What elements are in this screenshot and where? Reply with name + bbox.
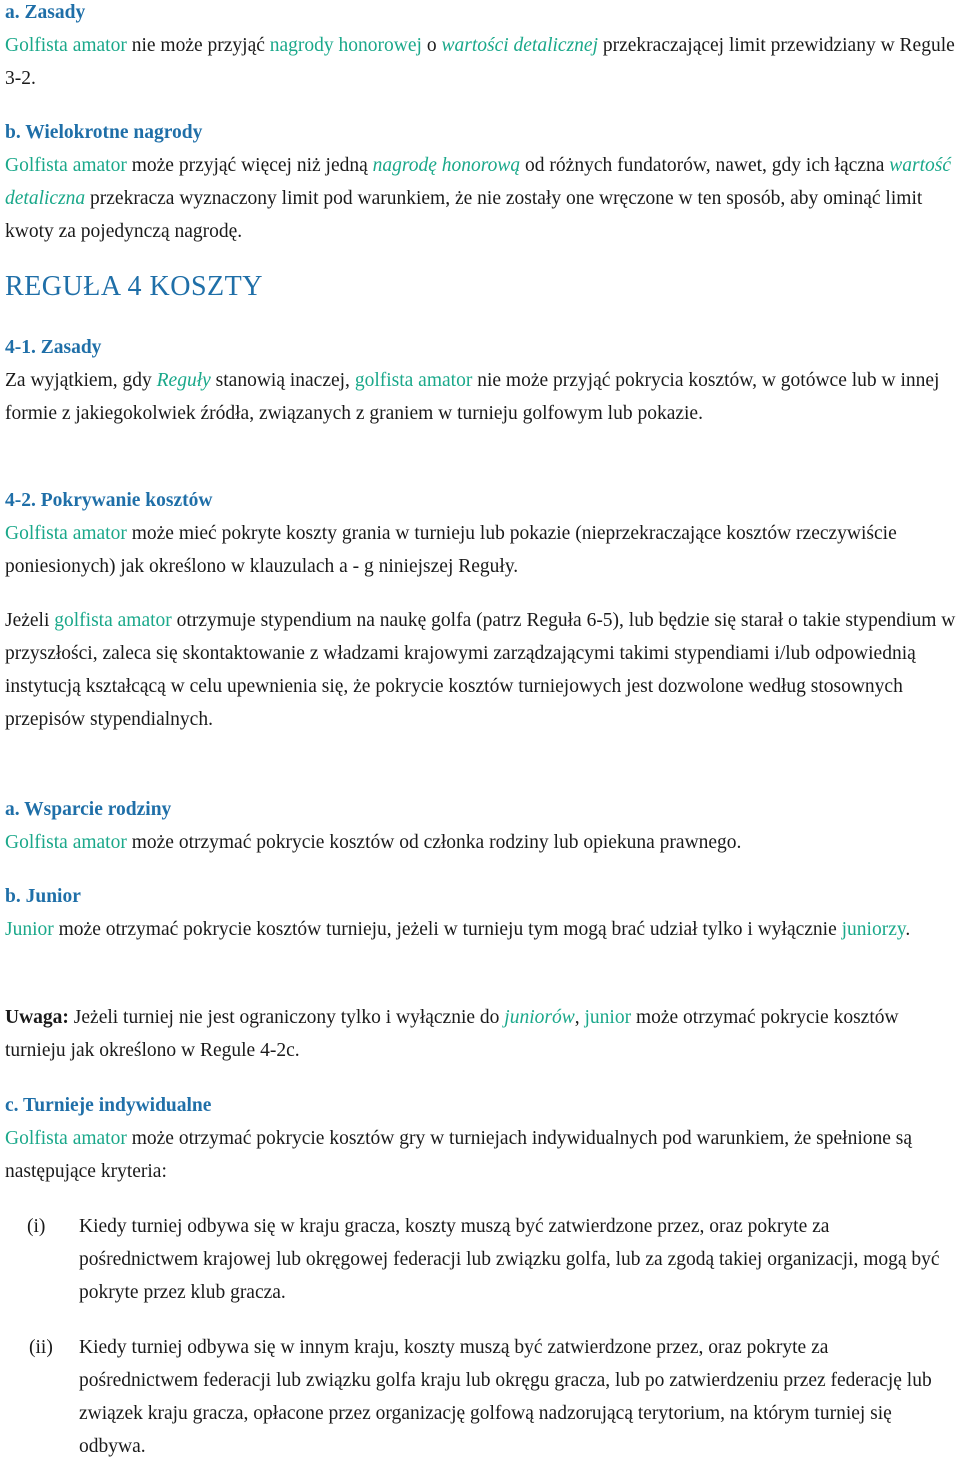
section-heading: c. Turnieje indywidualne [5, 1095, 212, 1116]
list-item-text: Kiedy turniej odbywa się w kraju gracza, koszty muszą być zatwierdzone przez, oraz pokryte za pośrednictwem krajowej lub okręgowej federacji lub związku golfa, lub za zgodą takiej organizacji, mogą być pokryte przez klub gracza. [79, 1216, 940, 1303]
paragraph [5, 913, 957, 946]
text: , [574, 1007, 585, 1028]
section-a-rules [5, 0, 957, 95]
note-label: Uwaga: [5, 1007, 69, 1028]
text: Jeżeli turniej nie jest ograniczony tylko i wyłącznie do [68, 1007, 505, 1028]
section-b-multiple-prizes [5, 116, 957, 248]
term-amateur-golfer: Golfista amator [5, 832, 127, 853]
list-item-number: (ii) [29, 1337, 53, 1358]
text: może przyjąć więcej niż jedną [126, 155, 373, 176]
paragraph [5, 826, 957, 859]
text: . [905, 919, 911, 940]
term-amateur-golfer: Golfista amator [5, 523, 127, 544]
section-junior [5, 880, 957, 946]
paragraph [5, 29, 957, 95]
text: o [421, 35, 442, 56]
term-amateur-golfer: golfista amator [354, 370, 473, 391]
text: stanowią inaczej, [210, 370, 355, 391]
section-heading: b. Wielokrotne nagrody [5, 122, 203, 143]
paragraph [5, 1122, 957, 1188]
text: przekraczającej limit przewidziany w Regule 3-2. [5, 35, 955, 89]
section-heading: a. Wsparcie rodziny [5, 799, 172, 820]
text: może otrzymać pokrycie kosztów turnieju, jeżeli w turnieju tym mogą brać udział tylko i wyłącznie [53, 919, 842, 940]
rule-4-title-wrap [5, 270, 957, 303]
section-4-2 [5, 484, 957, 583]
text: od różnych fundatorów, nawet, gdy ich łączna [520, 155, 890, 176]
text: przekracza wyznaczony limit pod warunkiem, że nie zostały one wręczone w ten sposób, aby ominąć limit kwoty za pojedynczą nagrodę. [5, 188, 923, 242]
text: Za wyjątkiem, gdy [5, 370, 157, 391]
paragraph-scholarship [5, 604, 957, 736]
section-4-1 [5, 331, 957, 430]
text: może mieć pokryte koszty grania w turnieju lub pokazie (nieprzekraczające kosztów rzeczywiście poniesionych) jak określono w klauzulach a - g niniejszej Reguły. [5, 523, 897, 577]
note-paragraph [5, 1001, 957, 1067]
section-heading: a. Zasady [5, 2, 86, 23]
text: nie może przyjąć pokrycia kosztów, w gotówce lub w innej formie z jakiegokolwiek źródła, związanych z graniem w turnieju golfowym lub pokazie. [5, 370, 940, 424]
text: może otrzymać pokrycie kosztów gry w turniejach indywidualnych pod warunkiem, że spełnione są następujące kryteria: [5, 1128, 913, 1182]
text: otrzymuje stypendium na naukę golfa (patrz Reguła 6-5), lub będzie się starał o takie stypendium w przyszłości, zaleca się skontaktowanie z władzami krajowymi zarządzającymi takimi stypendiami i/lub odpowiednią instytucją kształcącą w celu upewnienia się, że pokrycie kosztów turniejowych jest dozwolone według stosownych przepisów stypendialnych. [5, 610, 956, 730]
list-item-text: Kiedy turniej odbywa się w innym kraju, koszty muszą być zatwierdzone przez, oraz pokryte za pośrednictwem federacji lub związku golfa kraju lub okręgu gracza, lub po zatwierdzeniu przez federację lub związek kraju gracza, opłacone przez organizację golfową nadzorującą terytorium, na którym turniej się odbywa. [79, 1337, 932, 1457]
term-junior: junior [584, 1007, 632, 1028]
term-juniors: juniorów [504, 1007, 575, 1028]
term-honorary-prize: nagrodę honorową [372, 155, 521, 176]
paragraph [5, 364, 957, 430]
term-honorary-prize: nagrody honorowej [269, 35, 422, 56]
text: nie może przyjąć [126, 35, 270, 56]
term-amateur-golfer: Golfista amator [5, 155, 127, 176]
section-heading: 4-1. Zasady [5, 337, 102, 358]
rule-title: REGUŁA 4 KOSZTY [5, 271, 263, 302]
term-amateur-golfer: golfista amator [54, 610, 172, 631]
term-retail-value: wartość detaliczna [5, 155, 952, 209]
list-item-number: (i) [27, 1216, 46, 1237]
term-rules: Reguły [156, 370, 211, 391]
term-junior: Junior [5, 919, 54, 940]
term-retail-value: wartości detalicznej [441, 35, 598, 56]
section-family-support [5, 793, 957, 859]
term-juniors: juniorzy [841, 919, 906, 940]
section-individual-tournaments [5, 1089, 957, 1188]
paragraph [5, 149, 957, 248]
text: Jeżeli [5, 610, 55, 631]
text: może otrzymać pokrycie kosztów turnieju jak określono w Regule 4-2c. [5, 1007, 899, 1061]
text: może otrzymać pokrycie kosztów od członka rodziny lub opiekuna prawnego. [126, 832, 742, 853]
term-amateur-golfer: Golfista amator [5, 1128, 127, 1149]
section-heading: b. Junior [5, 886, 81, 907]
paragraph [5, 517, 957, 583]
section-heading: 4-2. Pokrywanie kosztów [5, 490, 213, 511]
term-amateur-golfer: Golfista amator [5, 35, 127, 56]
